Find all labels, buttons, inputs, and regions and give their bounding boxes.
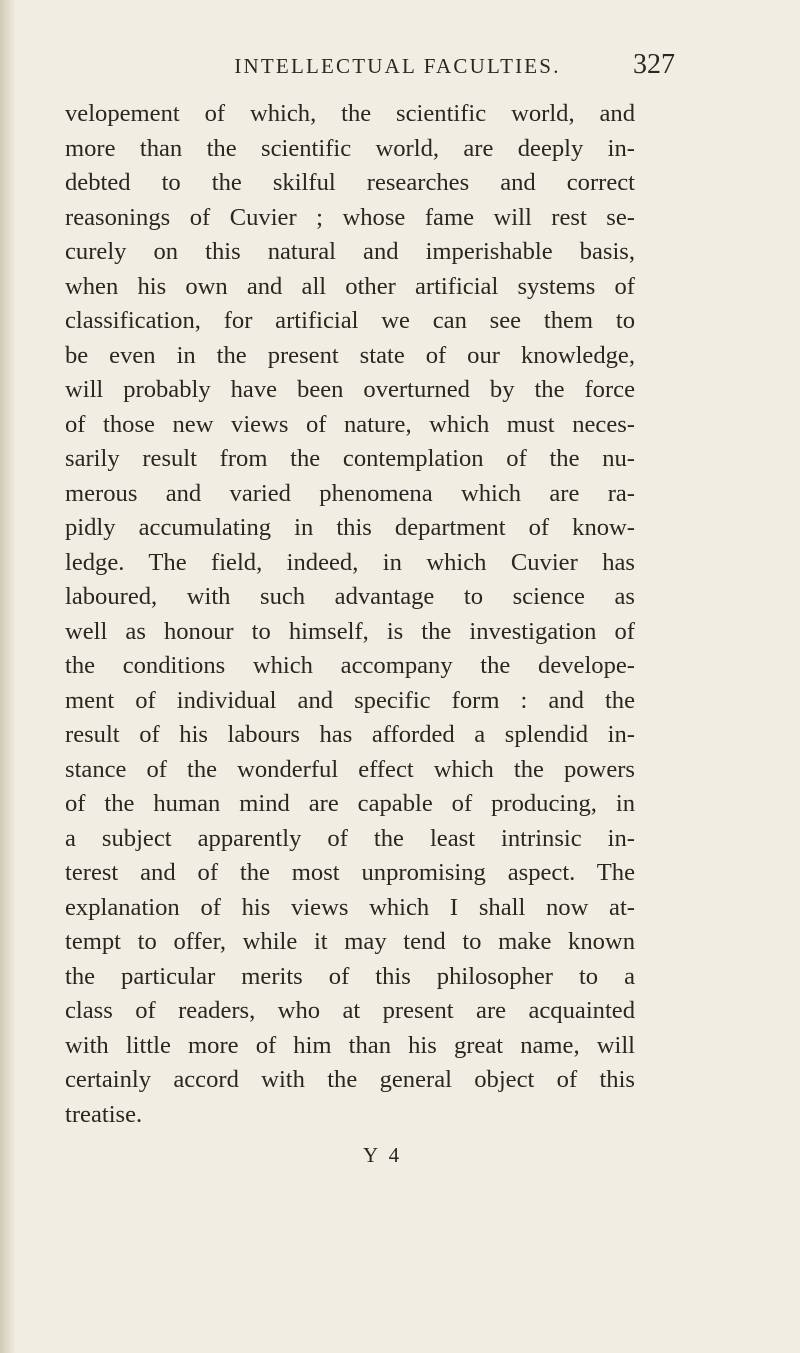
- text-line: class of readers, who at present are acquainted: [65, 997, 635, 1024]
- text-line: result of his labours has afforded a splendid in-: [65, 721, 635, 748]
- text-line: sarily result from the contemplation of the nu-: [65, 445, 635, 472]
- text-line: explanation of his views which I shall now at-: [65, 893, 635, 921]
- signature-mark: Y 4: [363, 1143, 403, 1167]
- text-line: when his own and all other artificial systems of: [65, 272, 635, 300]
- text-line: stance of the wonderful effect which the powers: [65, 755, 635, 783]
- text-line: the particular merits of this philosopher to a: [65, 962, 635, 990]
- text-line: more than the scientific world, are deeply in-: [65, 134, 635, 162]
- text-line: certainly accord with the general object of this: [65, 1066, 635, 1093]
- text-line: velopement of which, the scientific world, and: [65, 100, 635, 127]
- text-line: ledge. The field, indeed, in which Cuvier has: [65, 548, 635, 576]
- text-line: curely on this natural and imperishable basis,: [65, 238, 635, 265]
- text-line: reasonings of Cuvier ; whose fame will rest se-: [65, 203, 635, 231]
- text-line-last: treatise.: [65, 1100, 143, 1128]
- text-line: well as honour to himself, is the investigation of: [65, 617, 635, 645]
- text-line: merous and varied phenomena which are ra-: [65, 479, 635, 507]
- text-line: debted to the skilful researches and correct: [65, 169, 635, 196]
- page-number: 327: [633, 49, 675, 80]
- text-line: the conditions which accompany the develope-: [65, 652, 635, 679]
- text-line: laboured, with such advantage to science as: [65, 583, 635, 610]
- text-line: ment of individual and specific form : and the: [65, 686, 635, 714]
- text-line: be even in the present state of our knowledge,: [65, 341, 635, 369]
- text-line: of those new views of nature, which must neces-: [65, 410, 635, 438]
- text-line: classification, for artificial we can see them to: [65, 307, 635, 334]
- text-line: tempt to offer, while it may tend to make known: [65, 928, 635, 955]
- text-line: a subject apparently of the least intrinsic in-: [65, 824, 635, 852]
- text-line: will probably have been overturned by the force: [65, 376, 635, 403]
- text-line: with little more of him than his great name, will: [65, 1031, 635, 1059]
- text-line: pidly accumulating in this department of know-: [65, 514, 635, 541]
- running-head: [120, 49, 675, 86]
- body-text: [65, 97, 635, 1132]
- text-line: terest and of the most unpromising aspect. The: [65, 859, 635, 886]
- running-title: INTELLECTUAL FACULTIES.: [234, 54, 561, 78]
- text-line: of the human mind are capable of producing, in: [65, 790, 635, 817]
